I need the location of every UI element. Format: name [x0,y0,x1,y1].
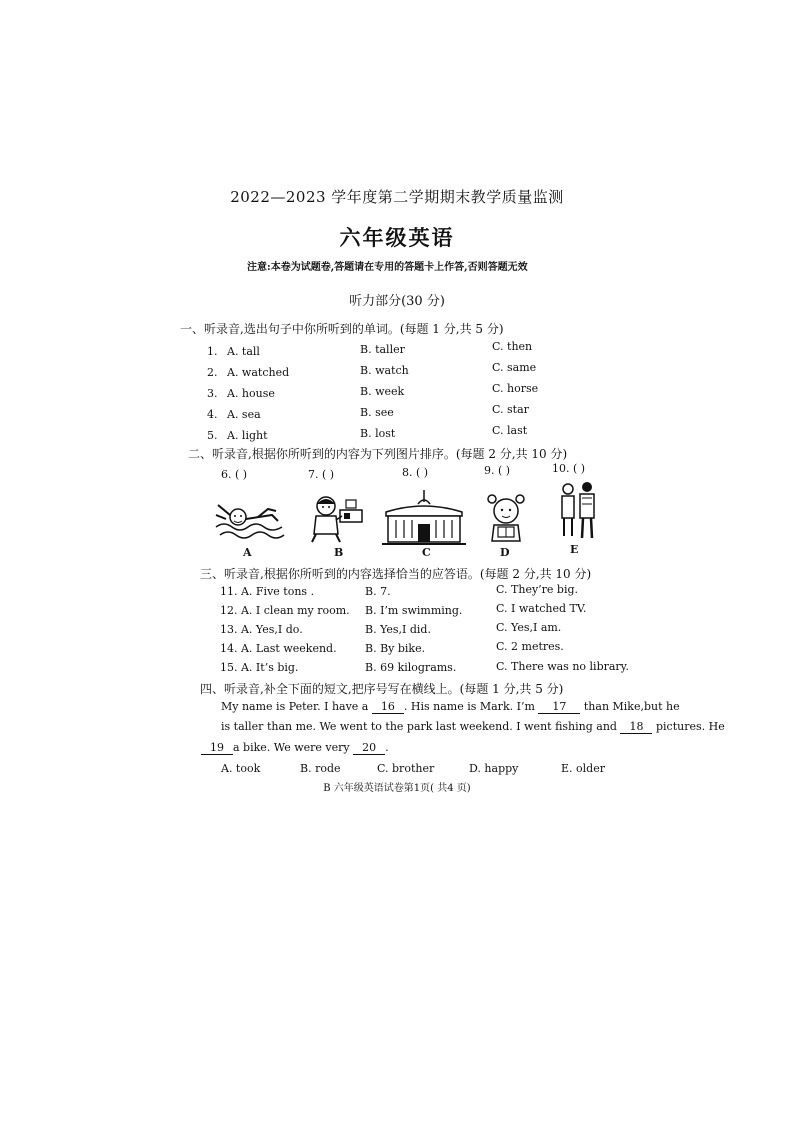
option-c: C. They’re big. [496,583,579,596]
picture-label: D [500,546,510,559]
question-number: 2. [207,366,218,379]
picture-label: C [422,546,431,559]
passage-line-2 [221,720,725,734]
option-c: C. horse [492,382,539,395]
option-b: B. Yes,I did. [365,623,431,636]
option-a: A. sea [227,408,261,421]
option-b: B. see [360,406,394,419]
question-row [207,429,268,442]
question-row [207,387,275,400]
picture-label: A [243,546,252,559]
option-b: B. By bike. [365,642,426,655]
question-number: 4. [207,408,218,421]
option-c: C. 2 metres. [496,640,564,653]
question-row [207,408,261,421]
passage-text: is taller than me. We went to the park last weekend. I went fishing and [221,720,617,733]
option-c: C. last [492,424,528,437]
option-b: B. 7. [365,585,391,598]
option-c: C. same [492,361,537,374]
question-number: 1. [207,345,218,358]
listening-part-title: 听力部分(30 分) [349,294,445,309]
option-b: B. lost [360,427,396,440]
option-b: B. 69 kilograms. [365,661,457,674]
passage-text: a bike. We were very [233,741,350,754]
exam-subject: 六年级英语 [339,225,455,250]
section3-heading: 三、听录音,根据你所听到的内容选择恰当的应答语。(每题 2 分,共 10 分) [200,567,592,581]
option-a: 15. A. It’s big. [220,661,299,674]
question-row [207,345,260,358]
option-c: C. then [492,340,533,353]
swimming-boy-picture [212,497,288,543]
option-c: C. There was no library. [496,660,629,673]
word-option: B. rode [300,762,341,775]
section2-heading: 二、听录音,根据你所听到的内容为下列图片排序。(每题 2 分,共 10 分) [188,447,568,461]
exam-notice: 注意:本卷为试题卷,答题请在专用的答题卡上作答,否则答题无效 [247,262,528,273]
option-b: B. I’m swimming. [365,604,463,617]
blank-16: 16 [372,700,404,714]
blank-19: 19 [201,741,233,755]
answer-slot-7: 7. ( ) [308,468,335,481]
option-b: B. week [360,385,405,398]
building-picture [382,490,466,546]
two-people-picture [556,482,600,542]
option-c: C. Yes,I am. [496,621,562,634]
option-a: A. watched [227,366,290,379]
question-number: 3. [207,387,218,400]
question-row [207,366,289,379]
option-a: A. house [227,387,275,400]
option-c: C. I watched TV. [496,602,587,615]
answer-slot-8: 8. ( ) [402,466,429,479]
picture-label: B [334,546,344,559]
option-a: 13. A. Yes,I do. [220,623,303,636]
option-c: C. star [492,403,529,416]
answer-slot-9: 9. ( ) [484,464,511,477]
passage-text: . His name is Mark. I’m [403,700,535,713]
girl-reading-picture [482,493,530,543]
option-a: 12. A. I clean my room. [220,604,350,617]
option-a: A. light [227,429,268,442]
passage-text: pictures. He [655,720,725,733]
passage-text: than Mike,but he [583,700,680,713]
word-option: E. older [561,762,605,775]
option-a: 14. A. Last weekend. [220,642,337,655]
answer-slot-6: 6. ( ) [221,468,248,481]
passage-text: . [385,741,389,754]
blank-17: 17 [538,700,580,714]
option-b: B. taller [360,343,405,356]
boy-with-box-picture [306,494,368,544]
blank-18: 18 [620,720,652,734]
section1-heading: 一、听录音,选出句子中你所听到的单词。(每题 1 分,共 5 分) [180,322,504,336]
passage-text: My name is Peter. I have a [221,700,369,713]
word-option: C. brother [377,762,435,775]
page-footer: B 六年级英语试卷第1页( 共4 页) [323,783,471,794]
answer-slot-10: 10. ( ) [552,462,586,475]
option-b: B. watch [360,364,409,377]
option-a: 11. A. Five tons . [220,585,315,598]
section4-heading: 四、听录音,补全下面的短文,把序号写在横线上。(每题 1 分,共 5 分) [200,682,564,696]
passage-line-3 [201,741,389,755]
question-number: 5. [207,429,218,442]
option-a: A. tall [227,345,260,358]
passage-line-1 [221,700,680,714]
picture-label: E [570,543,579,556]
exam-title: 2022—2023 学年度第二学期期末教学质量监测 [230,188,564,206]
blank-20: 20 [353,741,385,755]
word-option: D. happy [469,762,519,775]
word-option: A. took [221,762,261,775]
